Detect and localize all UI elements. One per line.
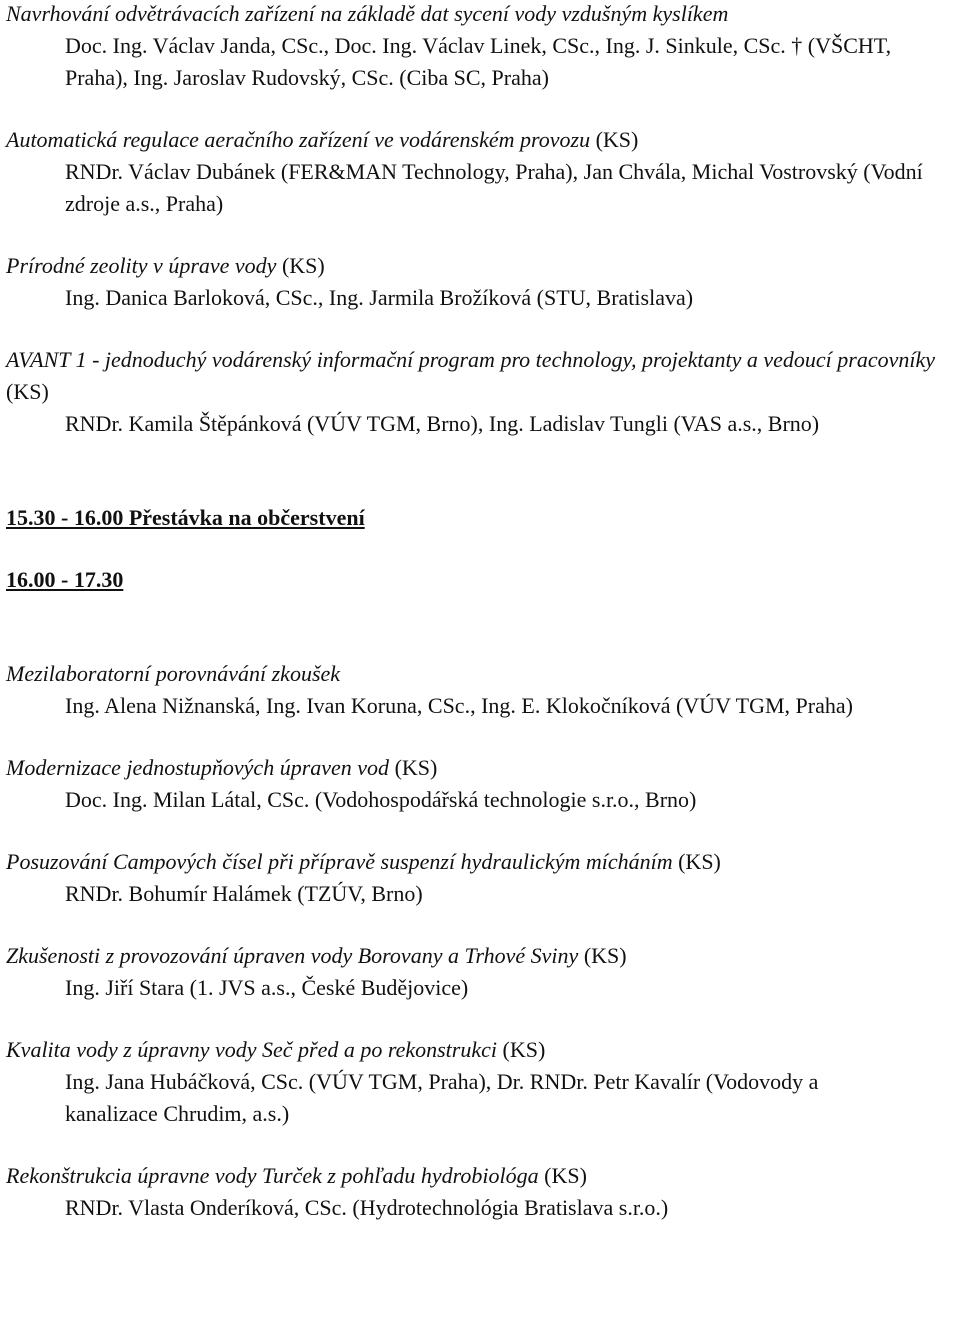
talk-authors: Ing. Alena Nižnanská, Ing. Ivan Koruna, CSc., Ing. E. Klokočníková (VÚV TGM, Praha) (65, 693, 853, 718)
ks-marker: (KS) (583, 943, 627, 968)
program-item (6, 0, 960, 94)
talk-title: Navrhování odvětrávacích zařízení na základě dat sycení vody vzdušným kyslíkem (6, 1, 729, 26)
spacer (6, 440, 960, 502)
spacer (6, 596, 960, 658)
talk-authors: RNDr. Vlasta Onderíková, CSc. (Hydrotechnológia Bratislava s.r.o.) (65, 1195, 669, 1220)
ks-marker: (KS) (502, 1037, 546, 1062)
ks-marker: (KS) (394, 755, 438, 780)
program-item (6, 940, 960, 1004)
spacer (6, 816, 960, 846)
program-item (6, 846, 960, 910)
talk-title: Automatická regulace aeračního zařízení ve vodárenském provozu (KS) (6, 127, 639, 152)
program-item (6, 124, 960, 220)
program-item (6, 250, 960, 314)
talk-title: Modernizace jednostupňových úpraven vod (KS) (6, 755, 438, 780)
talk-title: Rekonštrukcia úpravne vody Turček z pohľadu hydrobiológa (KS) (6, 1163, 587, 1188)
talk-authors: RNDr. Kamila Štěpánková (VÚV TGM, Brno), Ing. Ladislav Tungli (VAS a.s., Brno) (65, 411, 820, 436)
talk-title: AVANT 1 - jednoduchý vodárenský informační program pro technology, projektanty a vedoucí pracovníky (KS) (6, 347, 936, 404)
spacer (6, 1130, 960, 1160)
ks-marker: (KS) (678, 849, 721, 874)
break-time: 15.30 - 16.00 Přestávka na občerstvení (6, 505, 365, 530)
talk-authors: RNDr. Václav Dubánek (FER&MAN Technology, Praha), Jan Chvála, Michal Vostrovský (Vodní zdroje a.s., Praha) (65, 159, 923, 216)
program-document (6, 0, 960, 1224)
talk-authors: Doc. Ing. Milan Látal, CSc. (Vodohospodářská technologie s.r.o., Brno) (65, 787, 697, 812)
session-time: 16.00 - 17.30 (6, 567, 124, 592)
program-item (6, 658, 960, 722)
spacer (6, 534, 960, 564)
ks-marker: (KS) (6, 379, 49, 404)
spacer (6, 94, 960, 124)
ks-marker: (KS) (544, 1163, 587, 1188)
talk-title: Prírodné zeolity v úprave vody (KS) (6, 253, 325, 278)
spacer (6, 722, 960, 752)
spacer (6, 1004, 960, 1034)
program-item (6, 1034, 960, 1130)
spacer (6, 220, 960, 250)
program-item (6, 752, 960, 816)
program-item (6, 344, 960, 440)
talk-title: Kvalita vody z úpravny vody Seč před a po rekonstrukci (KS) (6, 1037, 546, 1062)
talk-title: Mezilaboratorní porovnávání zkoušek (6, 661, 341, 686)
talk-authors: Doc. Ing. Václav Janda, CSc., Doc. Ing. Václav Linek, CSc., Ing. J. Sinkule, CSc. † (VŠCHT, Praha), Ing. Jaroslav Rudovský, CSc. (Ciba SC, Praha) (65, 33, 892, 90)
talk-authors: Ing. Jiří Stara (1. JVS a.s., České Budějovice) (65, 975, 469, 1000)
spacer (6, 910, 960, 940)
program-item (6, 1160, 960, 1224)
talk-authors: Ing. Jana Hubáčková, CSc. (VÚV TGM, Praha), Dr. RNDr. Petr Kavalír (Vodovody a kanalizace Chrudim, a.s.) (65, 1069, 819, 1126)
talk-authors: RNDr. Bohumír Halámek (TZÚV, Brno) (65, 881, 423, 906)
spacer (6, 314, 960, 344)
talk-authors: Ing. Danica Barloková, CSc., Ing. Jarmila Brožíková (STU, Bratislava) (65, 285, 694, 310)
talk-title: Posuzování Campových čísel při přípravě suspenzí hydraulickým mícháním (KS) (6, 849, 721, 874)
talk-title: Zkušenosti z provozování úpraven vody Borovany a Trhové Sviny (KS) (6, 943, 627, 968)
ks-marker: (KS) (595, 127, 639, 152)
ks-marker: (KS) (281, 253, 325, 278)
